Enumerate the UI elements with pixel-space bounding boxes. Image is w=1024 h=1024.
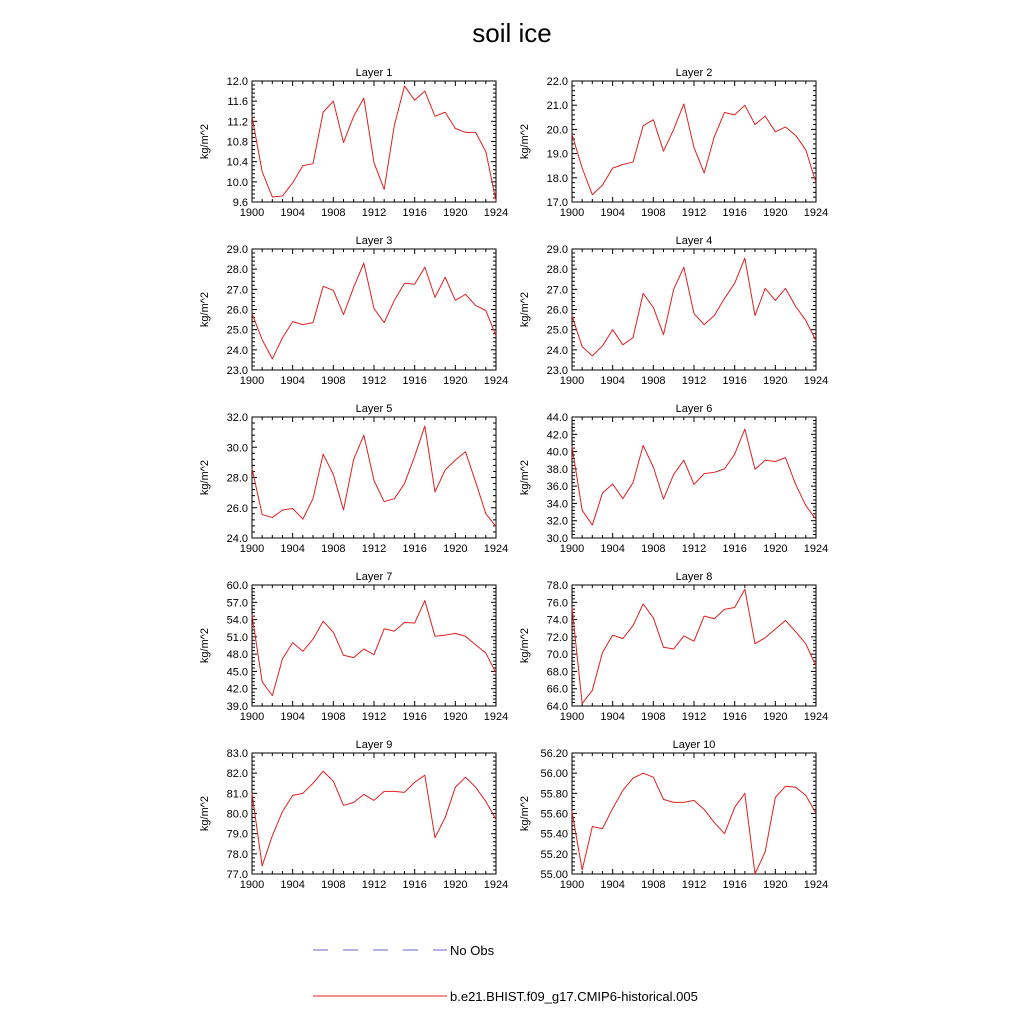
layer-4-ytick-label: 28.0	[546, 264, 568, 277]
layer-5-series-line	[252, 426, 496, 527]
layer-2-xtick-label: 1924	[803, 207, 829, 219]
layer-4-ytick-label: 23.0	[546, 365, 568, 377]
layer-7-xtick-label: 1916	[402, 711, 427, 723]
layer-9-ylabel: kg/m^2	[199, 795, 211, 832]
layer-10-ytick-label: 56.20	[540, 748, 568, 760]
layer-7-xtick-label: 1908	[321, 711, 346, 723]
layer-7-ytick-label: 48.0	[226, 649, 248, 662]
layer-2-ylabel: kg/m^2	[519, 123, 531, 160]
layer-7-ytick-label: 51.0	[226, 631, 248, 644]
layer-9-xtick-label: 1916	[402, 879, 427, 891]
layer-3-ytick-label: 27.0	[226, 284, 248, 297]
layer-7-ytick-label: 57.0	[226, 597, 248, 610]
layer-6-plot-frame	[572, 417, 816, 538]
layer-4-ytick-label: 25.0	[546, 324, 568, 337]
layer-5-xtick-label: 1904	[280, 543, 305, 555]
layer-6-ytick-label: 36.0	[546, 481, 568, 494]
layer-5-xtick-label: 1916	[402, 543, 427, 555]
layer-5-ytick-label: 26.0	[226, 502, 248, 515]
panel-layer-3	[199, 235, 508, 387]
layer-6-ytick-label: 40.0	[546, 446, 568, 459]
layer-3-title: Layer 3	[355, 235, 393, 247]
panel-layer-7	[199, 571, 508, 723]
layer-9-title: Layer 9	[355, 739, 393, 751]
layer-7-plot-frame	[252, 585, 496, 706]
layer-10-ytick-label: 55.80	[540, 788, 568, 801]
layer-9-ytick-label: 80.0	[226, 808, 248, 821]
layer-3-series-line	[252, 263, 496, 359]
layer-4-xtick-label: 1920	[763, 375, 788, 387]
layer-8-ytick-label: 70.0	[546, 649, 568, 662]
layer-8-ylabel: kg/m^2	[519, 627, 531, 664]
layer-3-ytick-label: 29.0	[226, 244, 248, 256]
layer-5-plot-frame	[252, 417, 496, 538]
layer-1-ytick-label: 12.0	[226, 76, 248, 88]
layer-8-xtick-label: 1916	[722, 711, 747, 723]
layer-6-ytick-label: 38.0	[546, 463, 568, 476]
layer-9-ytick-label: 82.0	[226, 768, 248, 781]
layer-1-ylabel: kg/m^2	[199, 123, 211, 160]
layer-10-xtick-label: 1924	[803, 879, 829, 891]
layer-9-series-line	[252, 771, 496, 866]
figure-title: soil ice	[472, 18, 552, 48]
layer-9-xtick-label: 1908	[321, 879, 346, 891]
panel-layer-2	[519, 67, 828, 219]
layer-1-ytick-label: 10.0	[226, 176, 248, 189]
layer-6-ytick-label: 44.0	[546, 412, 568, 424]
layer-6-xtick-label: 1924	[803, 543, 829, 555]
layer-9-ytick-label: 83.0	[226, 748, 248, 760]
layer-10-xtick-label: 1912	[681, 879, 707, 891]
layer-2-xtick-label: 1920	[763, 207, 788, 219]
legend-label-model: b.e21.BHIST.f09_g17.CMIP6-historical.005	[450, 989, 698, 1004]
layer-1-xtick-label: 1900	[239, 207, 265, 219]
layer-1-xtick-label: 1920	[443, 207, 468, 219]
layer-3-ytick-label: 28.0	[226, 264, 248, 277]
layer-9-xtick-label: 1920	[443, 879, 468, 891]
layer-10-xtick-label: 1900	[559, 879, 585, 891]
layer-8-ytick-label: 78.0	[546, 580, 568, 592]
layer-10-ytick-label: 55.20	[540, 848, 568, 861]
layer-3-xtick-label: 1908	[321, 375, 346, 387]
layer-10-plot-frame	[572, 753, 816, 874]
layer-7-ylabel: kg/m^2	[199, 627, 211, 664]
panel-layer-5	[199, 403, 508, 555]
layer-9-ytick-label: 81.0	[226, 788, 248, 801]
layer-8-plot-frame	[572, 585, 816, 706]
panel-layer-1	[199, 67, 508, 219]
layer-9-xtick-label: 1924	[483, 879, 509, 891]
panel-layer-8	[519, 571, 828, 723]
layer-3-xtick-label: 1924	[483, 375, 509, 387]
layer-4-ytick-label: 24.0	[546, 344, 568, 357]
layer-6-xtick-label: 1900	[559, 543, 585, 555]
layer-3-xtick-label: 1912	[361, 375, 387, 387]
layer-2-ytick-label: 21.0	[546, 100, 568, 113]
layer-10-xtick-label: 1916	[722, 879, 747, 891]
layer-2-ytick-label: 20.0	[546, 124, 568, 137]
layer-10-xtick-label: 1920	[763, 879, 788, 891]
panel-layer-9	[199, 739, 508, 891]
layer-8-ytick-label: 76.0	[546, 597, 568, 610]
layer-9-ytick-label: 77.0	[226, 869, 248, 881]
layer-3-ytick-label: 24.0	[226, 344, 248, 357]
layer-4-xtick-label: 1904	[600, 375, 625, 387]
layer-2-xtick-label: 1916	[722, 207, 747, 219]
legend-entry-model	[313, 989, 698, 1004]
layer-9-plot-frame	[252, 753, 496, 874]
layer-4-ytick-label: 29.0	[546, 244, 568, 256]
layer-1-series-line	[252, 86, 496, 201]
layer-7-xtick-label: 1904	[280, 711, 305, 723]
layer-8-title: Layer 8	[675, 571, 713, 583]
layer-6-ytick-label: 34.0	[546, 498, 568, 511]
legend-label-no-obs: No Obs	[450, 943, 495, 958]
layer-5-ytick-label: 30.0	[226, 442, 248, 455]
layer-3-ytick-label: 25.0	[226, 324, 248, 337]
panel-layer-6	[519, 403, 828, 555]
layer-10-title: Layer 10	[672, 739, 716, 751]
layer-5-xtick-label: 1908	[321, 543, 346, 555]
layer-10-ytick-label: 55.60	[540, 808, 568, 821]
layer-7-xtick-label: 1912	[361, 711, 387, 723]
layer-6-xtick-label: 1912	[681, 543, 707, 555]
layer-1-ytick-label: 9.6	[232, 197, 248, 209]
layer-8-ytick-label: 72.0	[546, 631, 568, 644]
layer-10-xtick-label: 1904	[600, 879, 625, 891]
layer-2-ytick-label: 19.0	[546, 148, 568, 161]
layer-4-ylabel: kg/m^2	[519, 291, 531, 328]
layer-1-plot-frame	[252, 81, 496, 202]
layer-2-xtick-label: 1900	[559, 207, 585, 219]
layer-10-ytick-label: 55.40	[540, 828, 568, 841]
layer-2-xtick-label: 1908	[641, 207, 666, 219]
layer-9-xtick-label: 1904	[280, 879, 305, 891]
layer-8-xtick-label: 1908	[641, 711, 666, 723]
layer-4-ytick-label: 26.0	[546, 304, 568, 317]
layer-4-xtick-label: 1912	[681, 375, 707, 387]
layer-7-ytick-label: 42.0	[226, 683, 248, 696]
layer-7-ytick-label: 54.0	[226, 614, 248, 627]
layer-5-xtick-label: 1920	[443, 543, 468, 555]
layer-7-series-line	[252, 601, 496, 696]
layer-7-xtick-label: 1900	[239, 711, 265, 723]
layer-6-xtick-label: 1916	[722, 543, 747, 555]
layer-8-series-line	[572, 589, 816, 703]
layer-8-xtick-label: 1904	[600, 711, 625, 723]
layer-1-ytick-label: 11.2	[227, 116, 248, 129]
layer-1-ytick-label: 10.4	[226, 156, 248, 169]
layer-2-ytick-label: 22.0	[546, 76, 568, 88]
layer-10-xtick-label: 1908	[641, 879, 666, 891]
layer-5-xtick-label: 1912	[361, 543, 387, 555]
layer-10-ylabel: kg/m^2	[519, 795, 531, 832]
layer-10-ytick-label: 55.00	[540, 869, 568, 881]
layer-7-xtick-label: 1920	[443, 711, 468, 723]
layer-9-xtick-label: 1912	[361, 879, 387, 891]
layer-8-ytick-label: 68.0	[546, 666, 568, 679]
layer-5-title: Layer 5	[355, 403, 393, 415]
layer-3-ytick-label: 23.0	[226, 365, 248, 377]
panel-layer-4	[519, 235, 828, 387]
layer-2-title: Layer 2	[675, 67, 713, 79]
layer-6-xtick-label: 1908	[641, 543, 666, 555]
layer-8-ytick-label: 64.0	[546, 701, 568, 713]
layer-4-xtick-label: 1908	[641, 375, 666, 387]
layer-5-xtick-label: 1900	[239, 543, 265, 555]
layer-1-ytick-label: 11.6	[227, 96, 248, 109]
layer-6-ylabel: kg/m^2	[519, 459, 531, 496]
layer-7-title: Layer 7	[355, 571, 393, 583]
layer-10-series-line	[572, 773, 816, 874]
layer-2-plot-frame	[572, 81, 816, 202]
layer-3-xtick-label: 1916	[402, 375, 427, 387]
layer-2-ytick-label: 18.0	[546, 172, 568, 185]
layer-5-ytick-label: 24.0	[226, 533, 248, 545]
layer-2-xtick-label: 1912	[681, 207, 707, 219]
panels	[199, 67, 828, 891]
layer-2-series-line	[572, 104, 816, 195]
layer-8-xtick-label: 1912	[681, 711, 707, 723]
layer-8-xtick-label: 1920	[763, 711, 788, 723]
layer-3-plot-frame	[252, 249, 496, 370]
layer-7-ytick-label: 60.0	[226, 580, 248, 592]
layer-7-ytick-label: 39.0	[226, 701, 248, 713]
layer-6-xtick-label: 1920	[763, 543, 788, 555]
layer-10-ytick-label: 56.00	[540, 768, 568, 781]
layer-4-series-line	[572, 258, 816, 356]
layer-5-ylabel: kg/m^2	[199, 459, 211, 496]
layer-9-xtick-label: 1900	[239, 879, 265, 891]
layer-4-plot-frame	[572, 249, 816, 370]
layer-3-xtick-label: 1920	[443, 375, 468, 387]
layer-6-title: Layer 6	[675, 403, 713, 415]
layer-2-ytick-label: 17.0	[546, 197, 568, 209]
layer-9-ytick-label: 78.0	[226, 848, 248, 861]
layer-4-xtick-label: 1924	[803, 375, 829, 387]
layer-8-xtick-label: 1924	[803, 711, 829, 723]
layer-1-title: Layer 1	[355, 67, 393, 79]
layer-5-ytick-label: 32.0	[226, 412, 248, 424]
layer-1-ytick-label: 10.8	[226, 136, 248, 149]
layer-8-ytick-label: 66.0	[546, 683, 568, 696]
layer-4-xtick-label: 1916	[722, 375, 747, 387]
layer-4-ytick-label: 27.0	[546, 284, 568, 297]
layer-4-title: Layer 4	[675, 235, 713, 247]
layer-3-ytick-label: 26.0	[226, 304, 248, 317]
layer-2-xtick-label: 1904	[600, 207, 625, 219]
layer-5-xtick-label: 1924	[483, 543, 509, 555]
layer-1-xtick-label: 1908	[321, 207, 346, 219]
layer-6-ytick-label: 42.0	[546, 429, 568, 442]
layer-4-xtick-label: 1900	[559, 375, 585, 387]
panel-layer-10	[519, 739, 828, 891]
legend	[313, 943, 698, 1004]
layer-6-xtick-label: 1904	[600, 543, 625, 555]
layer-8-xtick-label: 1900	[559, 711, 585, 723]
layer-3-xtick-label: 1900	[239, 375, 265, 387]
layer-7-ytick-label: 45.0	[226, 666, 248, 679]
layer-1-xtick-label: 1912	[361, 207, 387, 219]
layer-1-xtick-label: 1924	[483, 207, 509, 219]
layer-1-xtick-label: 1904	[280, 207, 305, 219]
layer-8-ytick-label: 74.0	[546, 614, 568, 627]
layer-9-ytick-label: 79.0	[226, 828, 248, 841]
layer-3-xtick-label: 1904	[280, 375, 305, 387]
layer-6-ytick-label: 32.0	[546, 515, 568, 528]
legend-entry-no-obs	[313, 943, 495, 958]
layer-6-series-line	[572, 429, 816, 525]
layer-7-xtick-label: 1924	[483, 711, 509, 723]
layer-3-ylabel: kg/m^2	[199, 291, 211, 328]
layer-6-ytick-label: 30.0	[546, 533, 568, 545]
layer-1-xtick-label: 1916	[402, 207, 427, 219]
layer-5-ytick-label: 28.0	[226, 472, 248, 485]
